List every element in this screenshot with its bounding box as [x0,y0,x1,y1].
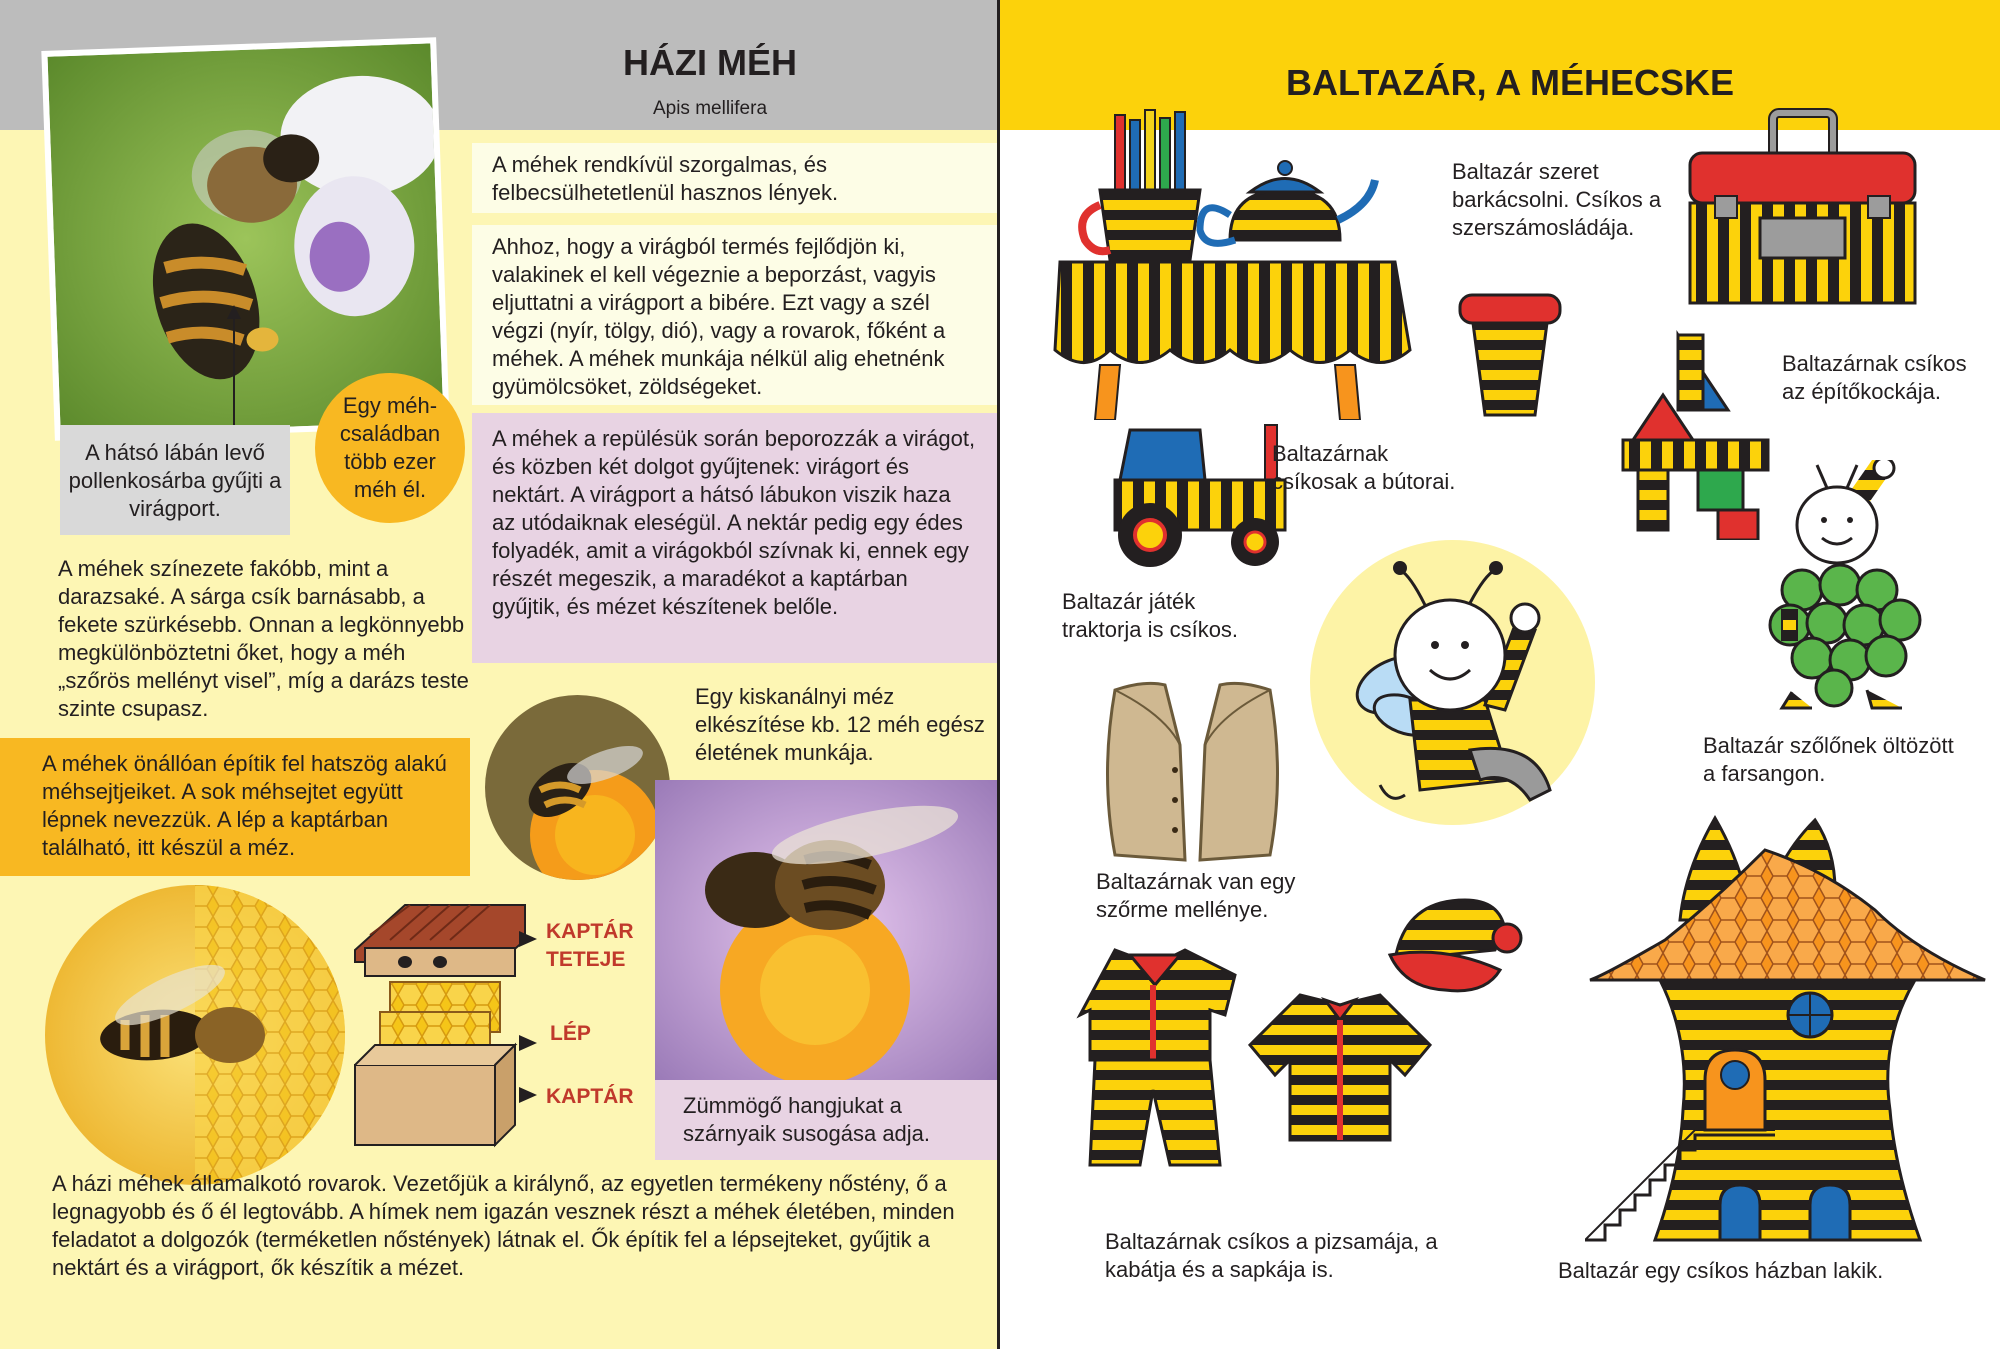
page-subtitle: Apis mellifera [652,98,768,119]
bee-on-aster-graphic [655,780,997,1080]
spoon-text: Egy kiskanálnyi méz elkészítése kb. 12 méh egész életének munkája. [695,684,985,765]
photo-caption: A hátsó lábán levő pollenkosárba gyűjti a virágport. [60,425,290,535]
toolbox-text: Baltazár szeret barkácsolni. Csíkos a szerszámosládája. [1452,159,1662,240]
baltazar-circle [1310,540,1595,825]
furniture-text: Baltazárnak csíkosak a bútorai. [1272,441,1456,494]
bee-on-honeycomb-graphic [45,885,345,1185]
left-page [0,0,997,1349]
striped-cap-illustration [1385,890,1525,1000]
flight-text: A méhek a repülésük során beporozzák a virágot, és közben két dolgot gyűjtenek: virágort és nektárt. A virágport a hátsó lábukon viszik haza az utódaiknak eleségül. A nektár pedig egy édes folyadék, amit a virágokból szívnak ki, ennek egy részét megeszik, a maradékot a kaptárban gyűjtik, és mézet készítenek belőle. [472,413,997,663]
pyjama-text: Baltazárnak csíkos a pizsamája, a kabátja és a sapkája is. [1105,1229,1438,1282]
striped-table-illustration [1050,100,1420,420]
striped-toolbox-illustration [1685,108,1920,308]
fur-vest-illustration [1095,675,1290,865]
grape-text: Baltazár szőlőnek öltözött a farsangon. [1703,733,1954,786]
label-honeycomb: LÉP [550,1022,591,1045]
society-text: A házi méhek államalkotó rovarok. Vezetőjük a királynő, az egyetlen termékeny nőstény, ő a legnagyobb és ő él legtovább. A hímek nem igazán vesznek részt a méhek életében, minden feladatot a dolgozók (terméketlen nőstények) látnak el. Ők építik fel a lépsejteket, gyűjtik a nektárt és a virágport, ők készítik a mézet. [52,1171,955,1280]
pencils [1115,110,1185,195]
blocks-text: Baltazárnak csíkos az építőkockája. [1782,351,1967,404]
house-text: Baltazár egy csíkos házban lakik. [1558,1258,1884,1283]
right-page [1000,0,2000,1349]
bee-on-orange-flower [485,695,670,880]
teapot [1200,161,1375,243]
family-circle-text: Egy méh-családban több ezer méh él. [339,393,441,502]
pointer-arrow [226,305,242,440]
striped-stool-illustration [1455,290,1565,420]
bee-circle-photo-small [485,695,670,880]
striped-house-illustration [1585,810,1990,1250]
intro-text: A méhek rendkívül szorgalmas, és felbecsülhetetlenül hasznos lények. [472,143,997,213]
page-title: HÁZI MÉH [623,42,797,83]
vest-text: Baltazárnak van egy szőrme mellénye. [1096,869,1296,922]
baltazar-grape-costume-illustration [1762,460,1942,710]
bee-on-honeycomb-photo [45,885,345,1185]
striped-pyjama-illustration [1075,940,1245,1170]
striped-jacket-illustration [1245,985,1435,1145]
pollination-text: Ahhoz, hogy a virágból termés fejlődjön ki, valakinek el kell végeznie a beporzást, vagyis eljuttatni a virágport a bibére. Ezt vagy a szél végzi (nyír, tölgy, dió), vagy a rovarok, főként a méhek. A méhek munkája nélkül alig ehetnénk gyümölcsöket, zöldségeket. [472,225,997,405]
beehive-diagram [350,900,530,1150]
label-hive: KAPTÁR [546,1085,634,1108]
label-hive-roof: KAPTÁR TETEJE [546,920,634,971]
hive-arrows [515,925,545,1105]
honeycomb-text: A méhek önállóan építik fel hatszög alakú méhsejtjeiket. A sok méhsejtet együtt lépnek nevezzük. A lép a kaptárban található, itt készül a méz. [0,738,470,876]
tractor-text: Baltazár játék traktorja is csíkos. [1062,589,1239,642]
colors-text: A méhek színezete fakóbb, mint a darazsaké. A sárga csík barnásabb, a fekete szürkésebb. Onnan a legkönnyebb megkülönböztetni őket, hogy a méh „szőrös mellényt visel”, míg a darázs teste szinte csupasz. [58,556,469,721]
right-page-title: BALTAZÁR, A MÉHECSKE [1286,62,1734,103]
baltazar-sitting-illustration [1310,540,1595,825]
striped-tractor-illustration [1100,420,1295,570]
buzz-text: Zümmögő hangjukat a szárnyaik susogása adja. [655,1080,997,1160]
striped-blocks-illustration [1618,330,1773,540]
family-circle [315,373,465,523]
bee-on-aster-photo [655,780,997,1080]
